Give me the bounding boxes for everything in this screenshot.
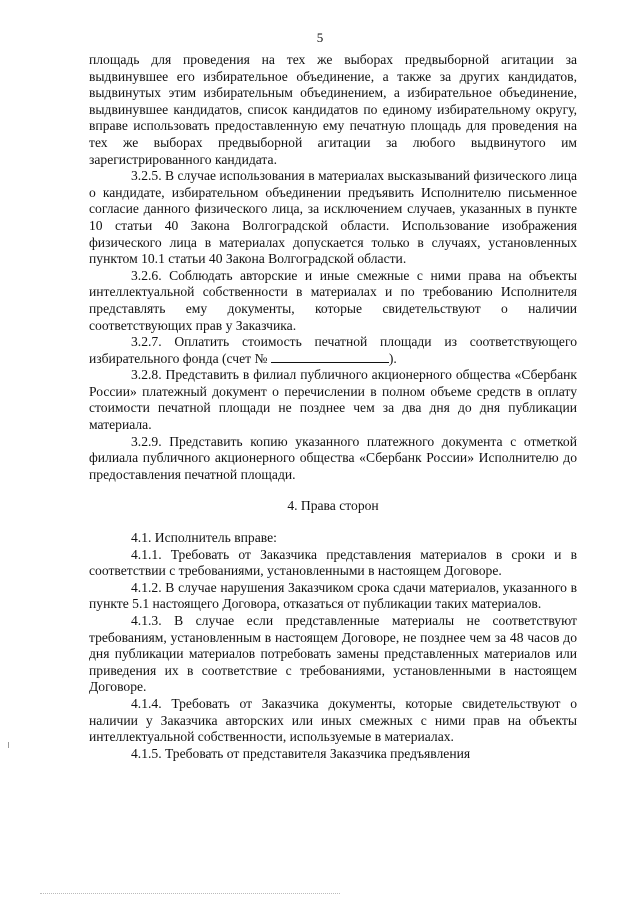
paragraph-4-1-3: 4.1.3. В случае если представленные материалы не соответствуют требованиям, установленным в настоящем Договоре, не позднее чем за 48 часов до дня публикации материалов потребовать замены представленных материалов или приведения их в соответствие с требованиями, установленными в настоящем Договоре. — [89, 613, 577, 695]
scan-margin-mark — [8, 742, 9, 748]
paragraph-3-2-5: 3.2.5. В случае использования в материалах высказываний физического лица о кандидате, избирательном объединении предъявить Исполнителю письменное согласие данного физического лица, за исключением случаев, указанных в пункте 10 статьи 40 Закона Волгоградской области. Использование изображения физического лица в материалах допускается только в случаях, установленных пунктом 10.1 статьи 40 Закона Волгоградской области. — [89, 168, 577, 267]
paragraph-3-2-9: 3.2.9. Представить копию указанного платежного документа с отметкой филиала публичного акционерного общества «Сбербанк России» Исполнителю до предоставления печатной площади. — [89, 433, 577, 482]
section-heading: 4. Права сторон — [287, 498, 379, 514]
account-number-blank — [271, 351, 389, 363]
paragraph-4-1-1: 4.1.1. Требовать от Заказчика представления материалов в сроки и в соответствии с требованиями, установленными в настоящем Договоре. — [89, 546, 577, 579]
paragraph-3-2-6: 3.2.6. Соблюдать авторские и иные смежные с ними права на объекты интеллектуальной собственности в материалах и по требованию Исполнителя представлять ему документы, которые свидетельствуют о наличии соответствующих прав у Заказчика. — [89, 267, 577, 333]
page-number: 5 — [316, 30, 324, 45]
paragraph-4-1-2: 4.1.2. В случае нарушения Заказчиком срока сдачи материалов, указанного в пункте 5.1 настоящего Договора, отказаться от публикации таких материалов. — [89, 579, 577, 612]
paragraph-4-1-4: 4.1.4. Требовать от Заказчика документы, которые свидетельствуют о наличии у Заказчика авторских или иных смежных с ними прав на объекты интеллектуальной собственности, используемые в материалах. — [89, 695, 577, 745]
paragraph-3-2-7 — [89, 334, 577, 367]
paragraph-4-1-5: 4.1.5. Требовать от представителя Заказчика предъявления — [131, 745, 471, 761]
scan-footer-noise — [40, 893, 340, 896]
paragraph-continuation: площадь для проведения на тех же выборах предвыборной агитации за выдвинувшее его избирательное объединение, а также за других кандидатов, выдвинутых этим избирательным объединением, а избирательное объединение, выдвинувшее кандидатов, список кандидатов по единому избирательному округу, вправе использовать предоставленную ему печатную площадь для проведения на тех же выборах предвыборной агитации за любого выдвинутого им зарегистрированного кандидата. — [89, 52, 577, 167]
paragraph-4-1: 4.1. Исполнитель вправе: — [131, 530, 277, 546]
document-body — [89, 52, 577, 762]
paragraph-3-2-8: 3.2.8. Представить в филиал публичного акционерного общества «Сбербанк России» платежный документ о перечислении в полном объеме средств в оплату стоимости печатной площади не позднее чем за два дня до дня публикации материала. — [89, 367, 577, 433]
paragraph-3-2-7-text: 3.2.7. Оплатить стоимость печатной площади из соответствующего избирательного фонда (счет № — [89, 334, 577, 366]
paragraph-3-2-7-close: ). — [388, 350, 397, 366]
